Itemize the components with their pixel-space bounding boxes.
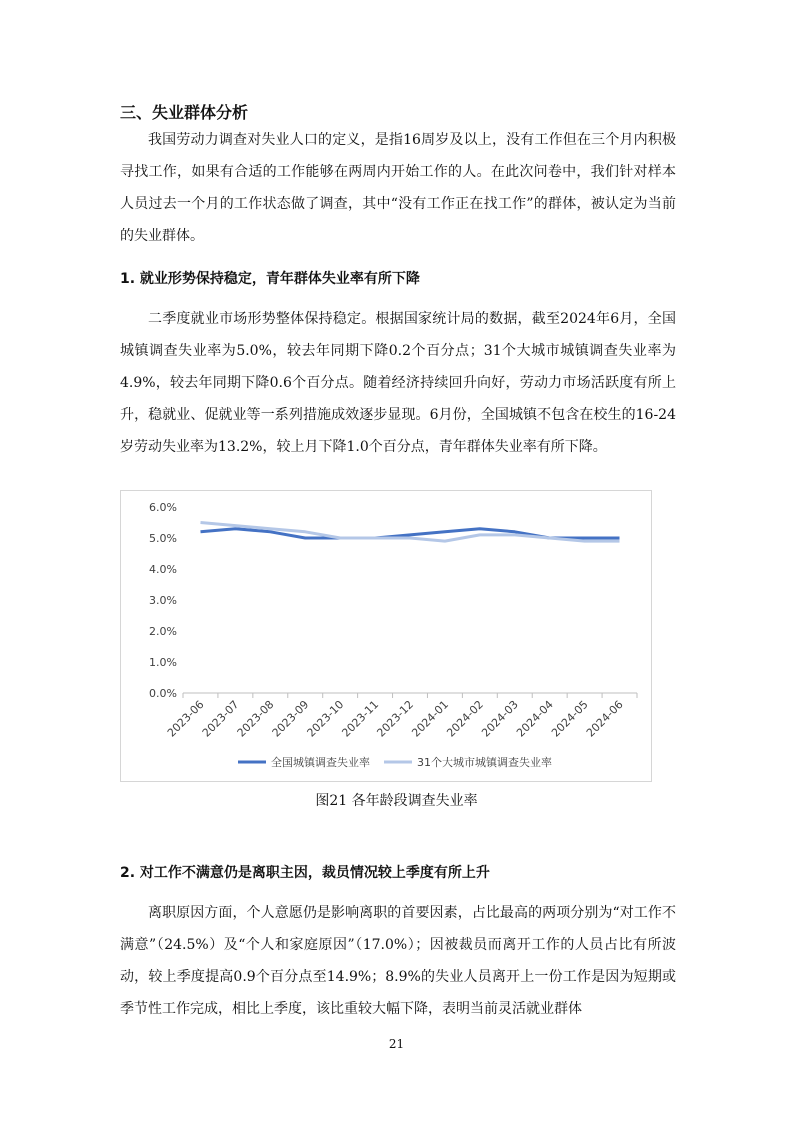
chart-canvas xyxy=(121,491,651,781)
legend-label-1: 全国城镇调查失业率 xyxy=(271,756,370,769)
y-tick-label: 1.0% xyxy=(149,656,177,669)
x-tick-label: 2024-05 xyxy=(549,697,591,740)
x-tick-label: 2023-08 xyxy=(234,697,277,740)
subsection-1-heading: 1. 就业形势保持稳定，青年群体失业率有所下降 xyxy=(120,271,420,287)
y-tick-label: 2.0% xyxy=(149,625,177,638)
y-tick-label: 0.0% xyxy=(149,687,177,700)
x-tick-label: 2023-06 xyxy=(164,697,207,740)
x-tick-label: 2024-04 xyxy=(514,697,556,740)
figure-caption: 图21 各年龄段调查失业率 xyxy=(315,793,478,809)
x-tick-label: 2024-06 xyxy=(583,697,626,740)
x-tick-label: 2024-03 xyxy=(479,697,521,740)
subsection-1-paragraph: 二季度就业市场形势整体保持稳定。根据国家统计局的数据，截至2024年6月，全国城镇调查失业率为5.0%，较去年同期下降0.2个百分点；31个大城市城镇调查失业率为4.9%，较去年同期下降0.6个百分点。随着经济持续回升向好，劳动力市场活跃度有所上升，稳就业、促就业等一系列措施成效逐步显现。6月份，全国城镇不包含在校生的16-24岁劳动失业率为13.2%，较上月下降1.0个百分点，青年群体失业率有所下降。 xyxy=(120,311,676,455)
page-number: 21 xyxy=(388,1037,405,1051)
y-tick-label: 6.0% xyxy=(149,501,177,514)
y-tick-label: 3.0% xyxy=(149,594,177,607)
x-tick-label: 2023-11 xyxy=(339,697,382,740)
section-heading: 三、失业群体分析 xyxy=(120,103,249,122)
subsection-2-heading: 2. 对工作不满意仍是离职主因，裁员情况较上季度有所上升 xyxy=(120,865,490,881)
unemployment-line-chart xyxy=(120,490,652,782)
x-tick-label: 2024-02 xyxy=(444,697,486,740)
y-tick-label: 5.0% xyxy=(149,532,177,545)
subsection-2-paragraph: 离职原因方面，个人意愿仍是影响离职的首要因素，占比最高的两项分别为“对工作不满意”（24.5%）及“个人和家庭原因”（17.0%）；因被裁员而离开工作的人员占比有所波动，较上季度提高0.9个百分点至14.9%；8.9%的失业人员离开上一份工作是因为短期或季节性工作完成，相比上季度，该比重较大幅下降，表明当前灵活就业群体 xyxy=(120,905,676,1017)
x-tick-label: 2024-01 xyxy=(409,697,452,740)
legend-label-2: 31个大城市城镇调查失业率 xyxy=(417,756,552,769)
x-tick-label: 2023-09 xyxy=(269,697,312,740)
x-tick-label: 2023-10 xyxy=(304,697,347,740)
x-tick-label: 2023-12 xyxy=(374,697,417,740)
x-tick-label: 2023-07 xyxy=(199,697,242,740)
y-tick-label: 4.0% xyxy=(149,563,177,576)
section-intro-paragraph: 我国劳动力调查对失业人口的定义，是指16周岁及以上，没有工作但在三个月内积极寻找工作，如果有合适的工作能够在两周内开始工作的人。在此次问卷中，我们针对样本人员过去一个月的工作状态做了调查，其中“没有工作正在找工作”的群体，被认定为当前的失业群体。 xyxy=(120,132,676,244)
